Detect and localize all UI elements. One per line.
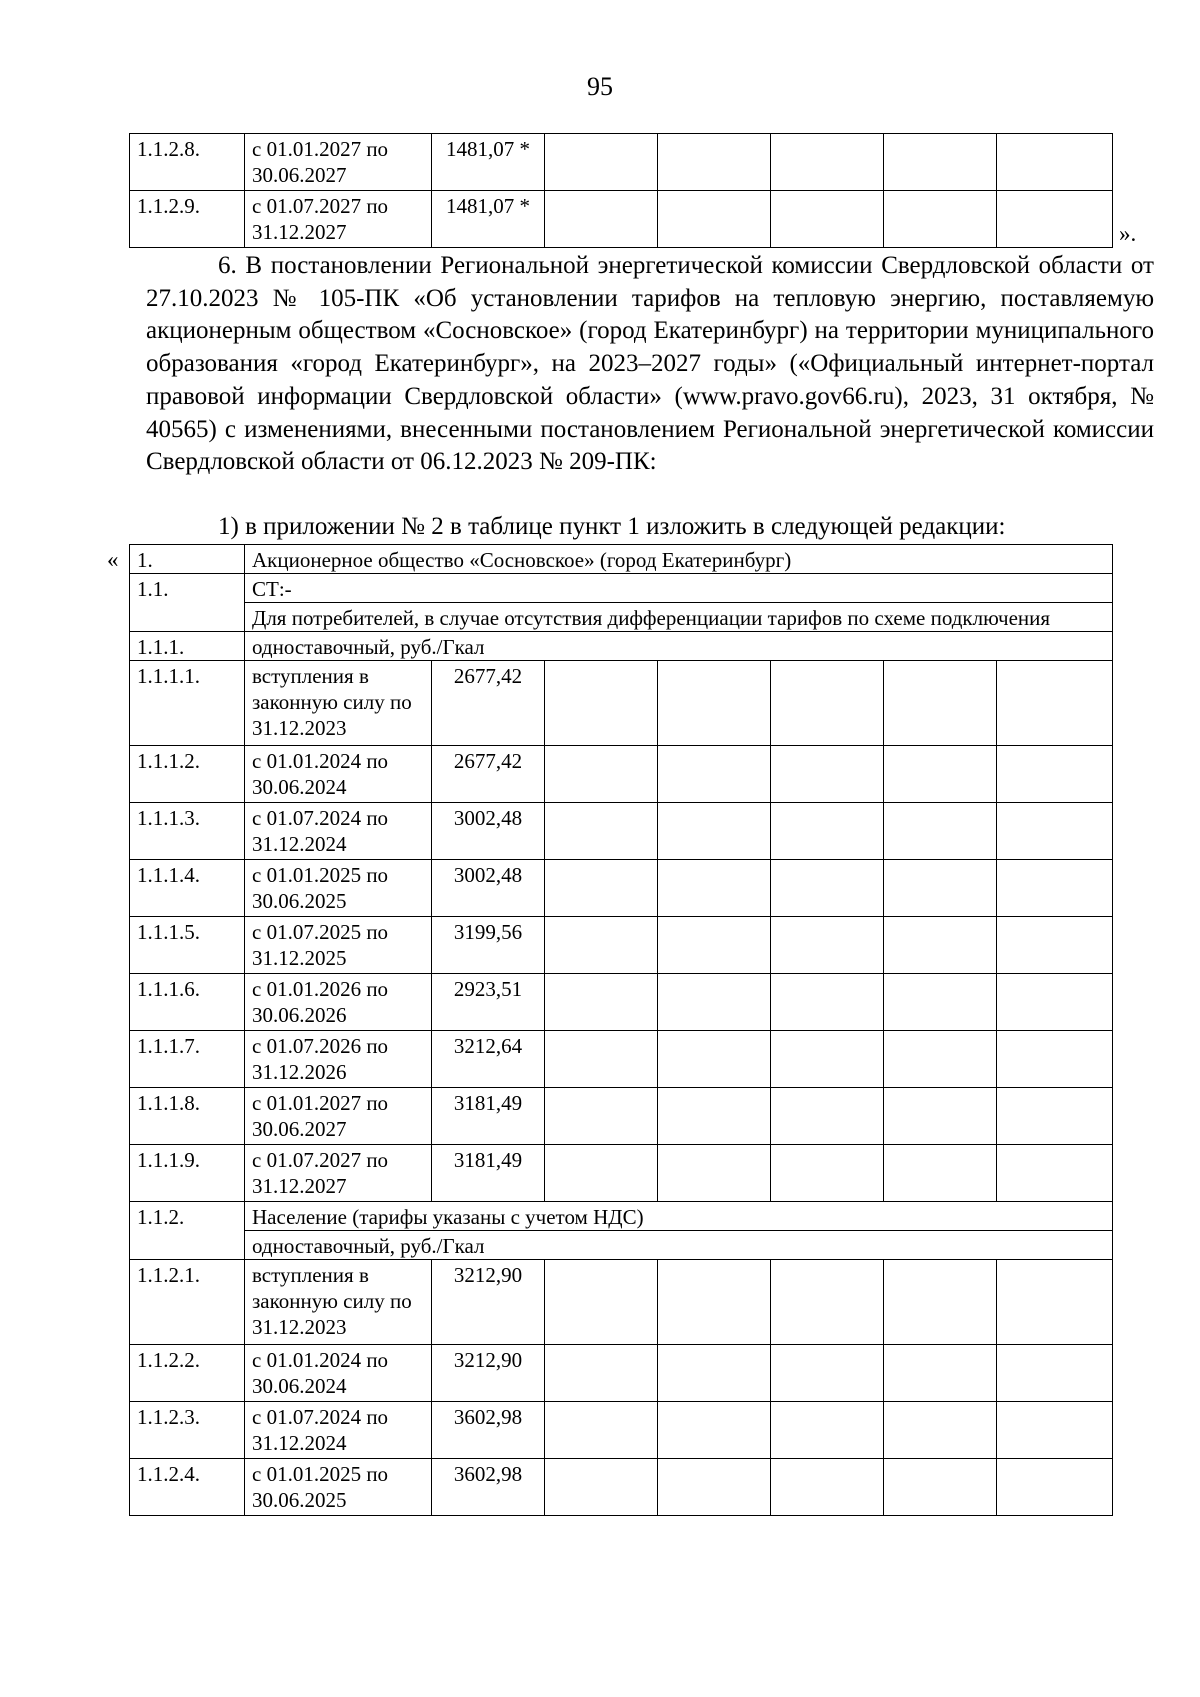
empty-cell	[997, 191, 1113, 248]
empty-cell	[771, 1459, 884, 1516]
single-rate-label: одноставочный, руб./Гкал	[245, 632, 1113, 661]
empty-cell	[771, 860, 884, 917]
row-period: с 01.07.2024 по 31.12.2024	[245, 803, 432, 860]
empty-cell	[771, 134, 884, 191]
row-value: 3212,64	[432, 1031, 545, 1088]
row-period: с 01.07.2024 по 31.12.2024	[245, 1402, 432, 1459]
row-period: с 01.01.2025 по 30.06.2025	[245, 860, 432, 917]
table-row	[130, 917, 1113, 974]
row-value: 2677,42	[432, 746, 545, 803]
row-value: 3212,90	[432, 1345, 545, 1402]
table-row	[130, 1402, 1113, 1459]
empty-cell	[997, 1031, 1113, 1088]
empty-cell	[771, 974, 884, 1031]
row-period: с 01.01.2024 по 30.06.2024	[245, 746, 432, 803]
empty-cell	[545, 746, 658, 803]
empty-cell	[771, 1402, 884, 1459]
row-num: 1.1.1.7.	[130, 1031, 245, 1088]
empty-cell	[658, 134, 771, 191]
empty-cell	[997, 1345, 1113, 1402]
consumers-label: Для потребителей, в случае отсутствия дифференциации тарифов по схеме подключения	[245, 603, 1113, 632]
empty-cell	[545, 661, 658, 746]
empty-cell	[884, 1260, 997, 1345]
empty-cell	[771, 1260, 884, 1345]
empty-cell	[771, 1031, 884, 1088]
table-row	[130, 191, 1113, 248]
empty-cell	[658, 1031, 771, 1088]
row-period: вступления в законную силу по 31.12.2023	[245, 661, 432, 746]
empty-cell	[545, 134, 658, 191]
table-row	[130, 860, 1113, 917]
row-period: с 01.01.2027 по 30.06.2027	[245, 134, 432, 191]
row-period: с 01.07.2025 по 31.12.2025	[245, 917, 432, 974]
empty-cell	[997, 1088, 1113, 1145]
table-row-consumers	[130, 603, 1113, 632]
empty-cell	[771, 803, 884, 860]
empty-cell	[997, 974, 1113, 1031]
empty-cell	[545, 1402, 658, 1459]
empty-cell	[771, 746, 884, 803]
row-value: 3602,98	[432, 1402, 545, 1459]
row-period: с 01.01.2024 по 30.06.2024	[245, 1345, 432, 1402]
empty-cell	[771, 1145, 884, 1202]
empty-cell	[658, 1145, 771, 1202]
empty-cell	[658, 661, 771, 746]
row-period: с 01.01.2027 по 30.06.2027	[245, 1088, 432, 1145]
empty-cell	[545, 1031, 658, 1088]
closing-quote: ».	[1119, 221, 1137, 246]
empty-cell	[997, 1260, 1113, 1345]
row-period: вступления в законную силу по 31.12.2023	[245, 1260, 432, 1345]
empty-cell	[884, 860, 997, 917]
empty-cell	[884, 917, 997, 974]
row-value: 3199,56	[432, 917, 545, 974]
row-num: 1.1.1.8.	[130, 1088, 245, 1145]
row-num: 1.1.1.3.	[130, 803, 245, 860]
empty-cell	[884, 1145, 997, 1202]
empty-cell	[658, 1402, 771, 1459]
empty-cell	[545, 860, 658, 917]
row-value: 3212,90	[432, 1260, 545, 1345]
row-num: 1.1.2.9.	[130, 191, 245, 248]
row-num: 1.1.1.6.	[130, 974, 245, 1031]
empty-cell	[884, 191, 997, 248]
st-num: 1.1.	[130, 574, 245, 632]
row-num: 1.1.2.1.	[130, 1260, 245, 1345]
empty-cell	[771, 661, 884, 746]
empty-cell	[545, 917, 658, 974]
top-tariff-table	[129, 133, 1113, 248]
row-value: 3181,49	[432, 1145, 545, 1202]
empty-cell	[884, 746, 997, 803]
subpoint-1: 1) в приложении № 2 в таблице пункт 1 изложить в следующей редакции:	[218, 513, 1006, 540]
row-num: 1.1.1.4.	[130, 860, 245, 917]
empty-cell	[545, 1088, 658, 1145]
row-num: 1.1.1.9.	[130, 1145, 245, 1202]
population-num: 1.1.2.	[130, 1202, 245, 1260]
empty-cell	[997, 1402, 1113, 1459]
empty-cell	[545, 1260, 658, 1345]
empty-cell	[884, 1088, 997, 1145]
table-row	[130, 134, 1113, 191]
row-num: 1.1.2.4.	[130, 1459, 245, 1516]
empty-cell	[658, 1260, 771, 1345]
table-row	[130, 1459, 1113, 1516]
single-rate-num: 1.1.1.	[130, 632, 245, 661]
empty-cell	[771, 191, 884, 248]
row-num: 1.1.2.8.	[130, 134, 245, 191]
table-row-single-rate	[130, 632, 1113, 661]
org-name: Акционерное общество «Сосновское» (город Екатеринбург)	[245, 545, 1113, 574]
empty-cell	[771, 917, 884, 974]
empty-cell	[884, 661, 997, 746]
row-num: 1.1.2.3.	[130, 1402, 245, 1459]
table-row	[130, 974, 1113, 1031]
empty-cell	[997, 134, 1113, 191]
empty-cell	[545, 1145, 658, 1202]
row-period: с 01.07.2027 по 31.12.2027	[245, 191, 432, 248]
row-value: 3002,48	[432, 803, 545, 860]
empty-cell	[658, 974, 771, 1031]
empty-cell	[997, 746, 1113, 803]
row-num: 1.1.2.2.	[130, 1345, 245, 1402]
page-number: 95	[587, 72, 613, 101]
empty-cell	[884, 974, 997, 1031]
table-row-st	[130, 574, 1113, 603]
org-num: 1.	[130, 545, 245, 574]
row-period: с 01.07.2026 по 31.12.2026	[245, 1031, 432, 1088]
table-row-population-rate	[130, 1231, 1113, 1260]
empty-cell	[884, 1459, 997, 1516]
empty-cell	[658, 746, 771, 803]
st-label: СТ:-	[245, 574, 1113, 603]
table-row	[130, 661, 1113, 746]
empty-cell	[884, 803, 997, 860]
empty-cell	[658, 860, 771, 917]
empty-cell	[545, 1345, 658, 1402]
empty-cell	[997, 661, 1113, 746]
table-row	[130, 1260, 1113, 1345]
empty-cell	[997, 917, 1113, 974]
empty-cell	[884, 1345, 997, 1402]
empty-cell	[658, 1345, 771, 1402]
row-value: 3602,98	[432, 1459, 545, 1516]
empty-cell	[997, 803, 1113, 860]
table-row	[130, 1031, 1113, 1088]
row-value: 2923,51	[432, 974, 545, 1031]
opening-quote: «	[107, 547, 119, 572]
population-rate-label: одноставочный, руб./Гкал	[245, 1231, 1113, 1260]
empty-cell	[545, 974, 658, 1031]
empty-cell	[997, 860, 1113, 917]
row-num: 1.1.1.2.	[130, 746, 245, 803]
table-row	[130, 1088, 1113, 1145]
main-tariff-table	[129, 544, 1113, 1516]
empty-cell	[997, 1145, 1113, 1202]
row-num: 1.1.1.1.	[130, 661, 245, 746]
table-row-org	[130, 545, 1113, 574]
empty-cell	[771, 1088, 884, 1145]
row-value: 1481,07 *	[432, 191, 545, 248]
empty-cell	[658, 1459, 771, 1516]
empty-cell	[997, 1459, 1113, 1516]
empty-cell	[658, 191, 771, 248]
row-value: 2677,42	[432, 661, 545, 746]
empty-cell	[545, 191, 658, 248]
paragraph-6: 6. В постановлении Региональной энергетической комиссии Свердловской области от 27.10.2023 № 105-ПК «Об установлении тарифов на тепловую энергию, поставляемую акционерным обществом «Сосновское» (город Екатеринбург) на территории муниципального образования «город Екатеринбург», на 2023–2027 годы» («Официальный интернет-портал правовой информации Свердловской области» (www.pravo.gov66.ru), 2023, 31 октября, № 40565) с изменениями, внесенными постановлением Региональной энергетической комиссии Свердловской области от 06.12.2023 № 209-ПК:	[146, 252, 1154, 476]
empty-cell	[884, 134, 997, 191]
row-num: 1.1.1.5.	[130, 917, 245, 974]
empty-cell	[884, 1031, 997, 1088]
row-value: 3181,49	[432, 1088, 545, 1145]
row-period: с 01.01.2026 по 30.06.2026	[245, 974, 432, 1031]
table-row	[130, 1345, 1113, 1402]
row-period: с 01.01.2025 по 30.06.2025	[245, 1459, 432, 1516]
empty-cell	[771, 1345, 884, 1402]
empty-cell	[658, 803, 771, 860]
empty-cell	[545, 803, 658, 860]
table-row-population	[130, 1202, 1113, 1231]
row-value: 3002,48	[432, 860, 545, 917]
empty-cell	[545, 1459, 658, 1516]
population-label: Население (тарифы указаны с учетом НДС)	[245, 1202, 1113, 1231]
table-row	[130, 803, 1113, 860]
row-value: 1481,07 *	[432, 134, 545, 191]
empty-cell	[884, 1402, 997, 1459]
empty-cell	[658, 917, 771, 974]
row-period: с 01.07.2027 по 31.12.2027	[245, 1145, 432, 1202]
table-row	[130, 746, 1113, 803]
empty-cell	[658, 1088, 771, 1145]
table-row	[130, 1145, 1113, 1202]
